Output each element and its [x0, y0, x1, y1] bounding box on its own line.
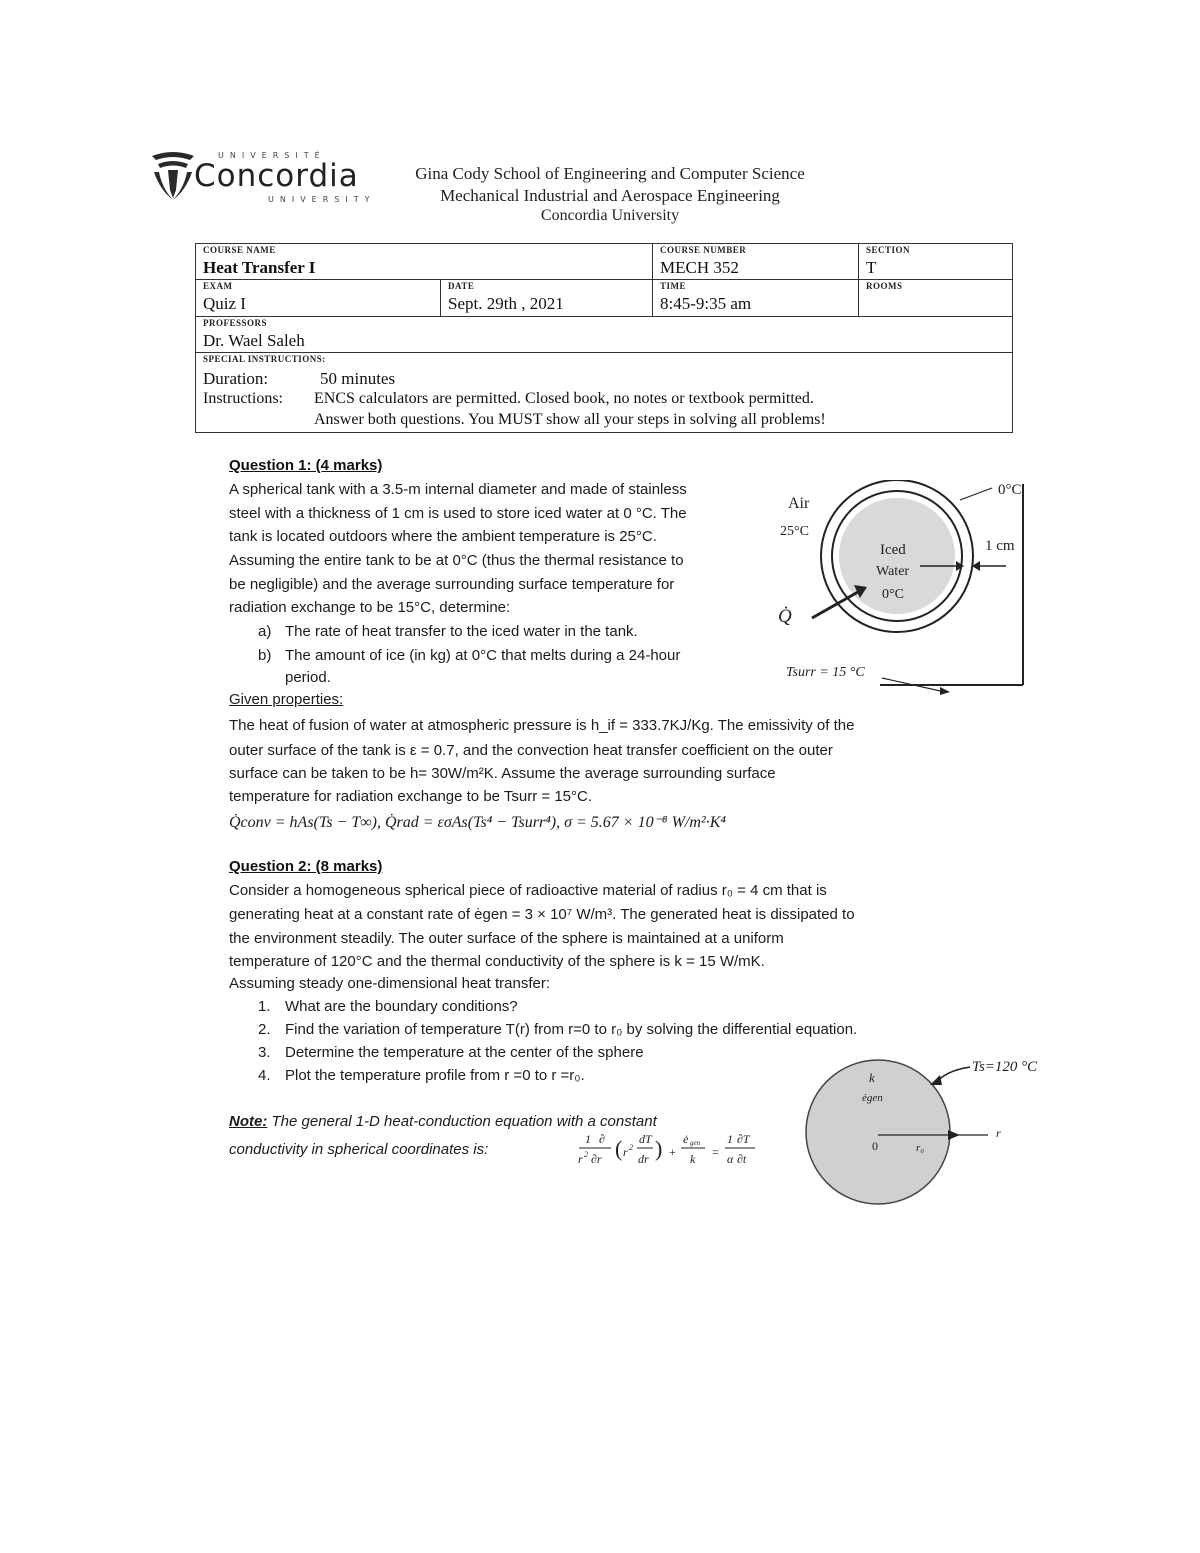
section-cell: SECTION T — [859, 244, 1012, 280]
water-label: Water — [876, 564, 910, 579]
svg-text:k: k — [690, 1152, 696, 1166]
ts-label: Ts=120 °C — [972, 1059, 1038, 1075]
department-name: Mechanical Industrial and Aerospace Engineering — [440, 186, 780, 205]
thickness-label: 1 cm — [985, 538, 1015, 554]
course-name-cell: COURSE NAME Heat Transfer I — [196, 244, 653, 280]
question-2-heading: Question 2: (8 marks) — [229, 858, 383, 875]
q2-line: the environment steadily. The outer surface of the sphere is maintained at a uniform — [229, 930, 784, 947]
svg-text:∂t: ∂t — [737, 1152, 747, 1166]
svg-text:α: α — [727, 1152, 734, 1166]
svg-text:r: r — [578, 1152, 583, 1166]
water-temp-label: 0°C — [882, 587, 904, 602]
logo-university: UNIVERSITY — [268, 195, 376, 204]
course-name: Heat Transfer I — [203, 258, 316, 277]
date-cell: DATE Sept. 29th , 2021 — [441, 280, 653, 317]
given-properties-heading: Given properties: — [229, 691, 344, 708]
exam-value: Quiz I — [203, 294, 246, 313]
air-temp-label: 25°C — [780, 524, 809, 539]
instructions-label: Instructions: — [203, 390, 283, 407]
svg-text:2: 2 — [584, 1150, 588, 1159]
rooms-cell: ROOMS — [859, 280, 1012, 317]
q2-item: What are the boundary conditions? — [285, 998, 518, 1015]
q1-item-b-line-2: period. — [285, 669, 331, 686]
svg-text:1: 1 — [727, 1132, 733, 1146]
q2-line: generating heat at a constant rate of ėgen = 3 × 10⁷ W/m³. The generated heat is dissipated to — [229, 906, 855, 923]
heat-rate-label: Q̇ — [778, 606, 792, 627]
sphere-diagram-svg — [800, 1055, 1060, 1205]
svg-text:∂T: ∂T — [737, 1132, 750, 1146]
q1-item-b-marker: b) — [258, 647, 272, 664]
k-label: k — [869, 1070, 875, 1085]
q1-line: tank is located outdoors where the ambient temperature is 25°C. — [229, 528, 657, 545]
date-value: Sept. 29th , 2021 — [448, 294, 564, 313]
duration-value: 50 minutes — [320, 369, 396, 388]
q2-line: Consider a homogeneous spherical piece of radioactive material of radius r₀ = 4 cm that is — [229, 882, 827, 899]
q1-line: Assuming the entire tank to be at 0°C (thus the thermal resistance to — [229, 552, 684, 569]
professors-cell: PROFESSORS Dr. Wael Saleh — [196, 317, 1012, 353]
course-number: MECH 352 — [660, 258, 739, 277]
special-instructions-cell: SPECIAL INSTRUCTIONS: Duration: 50 minutes Instructions: ENCS calculators are permitted. Closed book, no notes or textbook permitted. Answer both questions. You MUST show all your steps in solving all problems! — [203, 354, 826, 428]
surface-temp-leader — [960, 488, 992, 500]
professor-name: Dr. Wael Saleh — [203, 331, 305, 350]
heat-conduction-equation — [575, 1128, 785, 1174]
q2-line: temperature of 120°C and the thermal conductivity of the sphere is k = 15 W/mK. — [229, 953, 765, 970]
svg-text:(: ( — [615, 1136, 623, 1161]
svg-text:dr: dr — [638, 1152, 649, 1166]
instructions-line-2: Answer both questions. You MUST show all your steps in solving all problems! — [314, 411, 826, 428]
q2-item-marker: 2. — [258, 1021, 271, 1038]
r-axis-label: r — [996, 1126, 1001, 1140]
svg-text:∂r: ∂r — [591, 1152, 602, 1166]
q2-item: Plot the temperature profile from r =0 to r =r₀. — [285, 1067, 585, 1084]
q2-item: Find the variation of temperature T(r) from r=0 to r₀ by solving the differential equation. — [285, 1021, 858, 1038]
time-value: 8:45-9:35 am — [660, 294, 752, 313]
q1-line: steel with a thickness of 1 cm is used to store iced water at 0 °C. The — [229, 505, 687, 522]
q2-item-marker: 4. — [258, 1067, 271, 1084]
time-cell: TIME 8:45-9:35 am — [653, 280, 859, 317]
note-text-1: The general 1-D heat-conduction equation with a constant — [271, 1113, 657, 1130]
q1-formula: Q̇conv = hAs(Ts − T∞), Q̇rad = εσAs(Ts⁴ − Tsurr⁴), σ = 5.67 × 10⁻⁸ W/m²·K⁴ — [229, 814, 726, 831]
instructions-line-1: ENCS calculators are permitted. Closed book, no notes or textbook permitted. — [314, 390, 814, 407]
logo-universite: UNIVERSITÉ — [218, 151, 326, 160]
q1-line: be negligible) and the average surrounding surface temperature for — [229, 576, 675, 593]
q1-item-a: The rate of heat transfer to the iced water in the tank. — [285, 623, 638, 640]
given-line: The heat of fusion of water at atmospheric pressure is h_if = 333.7KJ/Kg. The emissivity of the — [229, 717, 855, 734]
tank-diagram-svg — [770, 480, 1040, 695]
surface-temp-label: 0°C — [998, 482, 1022, 498]
svg-text:ė: ė — [683, 1132, 689, 1146]
logo-concordia: Concordia — [194, 158, 359, 194]
section-value: T — [866, 258, 877, 277]
note-label: Note: — [229, 1113, 268, 1130]
exam-info-table — [195, 243, 1013, 433]
question-1-heading: Question 1: (4 marks) — [229, 457, 383, 474]
q2-line: Assuming steady one-dimensional heat transfer: — [229, 975, 551, 992]
r0-label: r₀ — [916, 1142, 925, 1154]
school-name: Gina Cody School of Engineering and Computer Science — [415, 164, 805, 183]
q2-item-marker: 3. — [258, 1044, 271, 1061]
origin-label: 0 — [872, 1139, 878, 1153]
given-line: temperature for radiation exchange to be Tsurr = 15°C. — [229, 788, 593, 805]
svg-text:dT: dT — [639, 1132, 652, 1146]
svg-text:∂: ∂ — [599, 1132, 605, 1146]
given-line: outer surface of the tank is ε = 0.7, and the convection heat transfer coefficient on the outer — [229, 742, 833, 759]
q1-line: radiation exchange to be 15°C, determine: — [229, 599, 511, 616]
course-number-cell: COURSE NUMBER MECH 352 — [653, 244, 859, 280]
q1-item-b-line-1: The amount of ice (in kg) at 0°C that melts during a 24-hour — [285, 647, 681, 664]
q1-line: A spherical tank with a 3.5-m internal diameter and made of stainless — [229, 481, 687, 498]
heat-flow-arrow — [812, 592, 858, 618]
svg-text:=: = — [712, 1145, 719, 1159]
given-line: surface can be taken to be h= 30W/m²K. Assume the average surrounding surface — [229, 765, 776, 782]
duration-label: Duration: — [203, 369, 269, 388]
svg-text:): ) — [655, 1136, 663, 1161]
q1-item-a-marker: a) — [258, 623, 272, 640]
institution-name: Concordia University — [540, 207, 680, 224]
exam-cell: EXAM Quiz I — [196, 280, 441, 317]
q2-item: Determine the temperature at the center of the sphere — [285, 1044, 644, 1061]
egen-label: ėgen — [862, 1092, 883, 1104]
iced-label: Iced — [880, 542, 906, 558]
svg-text:2: 2 — [629, 1143, 633, 1152]
radioactive-sphere — [806, 1060, 950, 1204]
svg-text:gen: gen — [690, 1139, 701, 1147]
tsurr-label: Tsurr = 15 °C — [786, 665, 865, 680]
note-text-2: conductivity in spherical coordinates is: — [229, 1141, 489, 1158]
svg-text:r: r — [623, 1145, 628, 1159]
concordia-crest-icon — [150, 150, 196, 202]
air-label: Air — [788, 495, 810, 512]
svg-text:1: 1 — [585, 1132, 591, 1146]
q2-item-marker: 1. — [258, 998, 271, 1015]
svg-text:+: + — [669, 1145, 676, 1159]
